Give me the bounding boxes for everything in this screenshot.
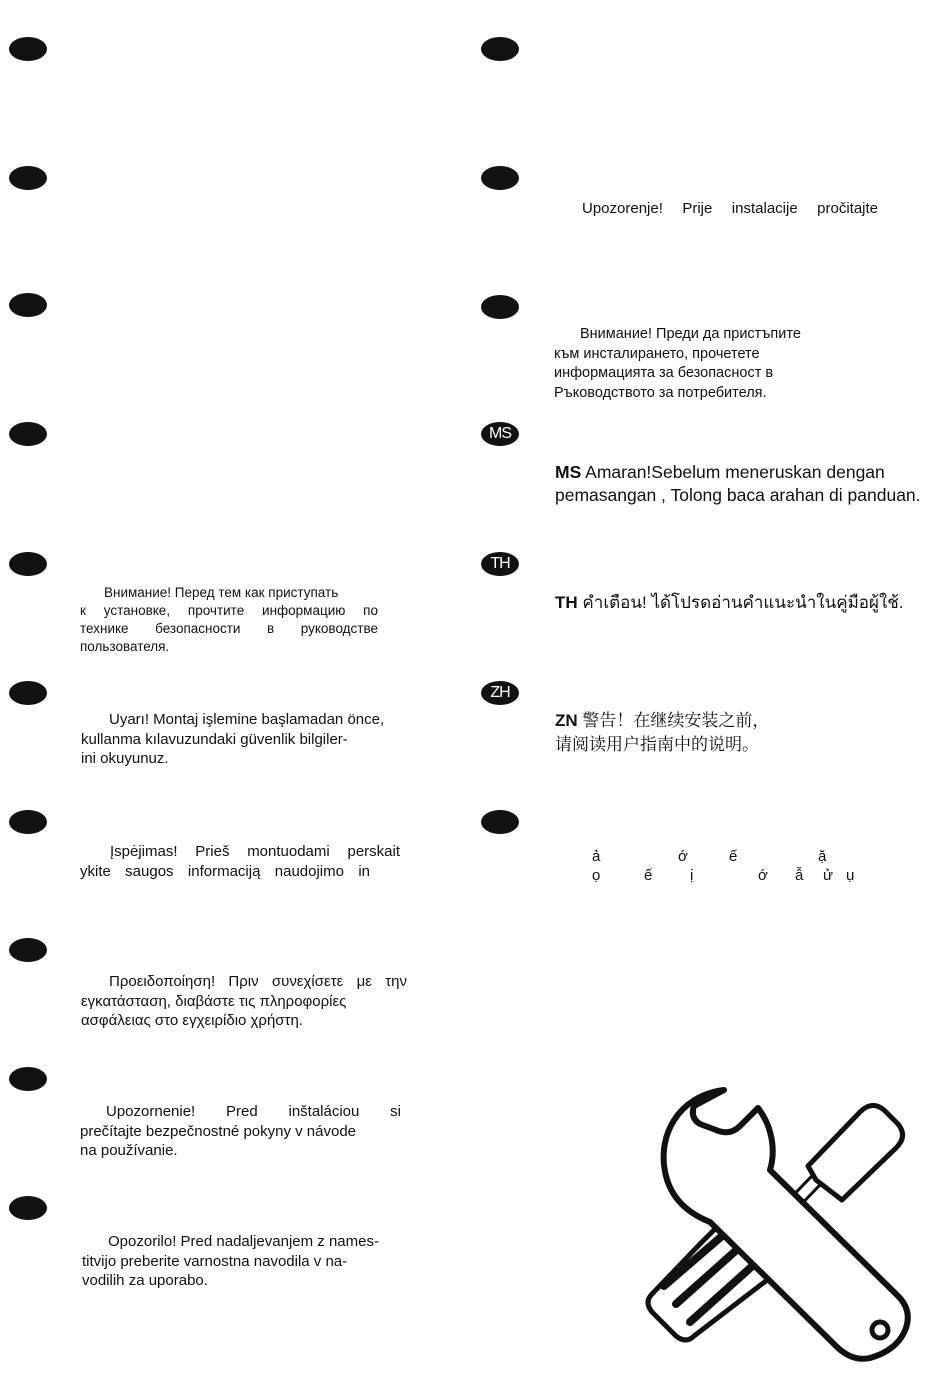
warning-line — [555, 591, 945, 614]
warning-line: Įspėjimas! Prieš montuodami perskait — [110, 843, 400, 860]
warning-line-text: Amaran!Sebelum meneruskan dengan — [581, 462, 885, 482]
warning-text-hr — [582, 199, 878, 219]
diacritic-glyph: ế — [729, 848, 738, 865]
diacritic-glyph: ụ — [846, 867, 855, 884]
language-badge-bg — [481, 295, 519, 319]
warning-line: titvijo preberite varnostna navodila v na- — [82, 1252, 348, 1270]
warning-line: ασφάλειας στο εγχειρίδιο χρήστη. — [81, 1012, 303, 1029]
language-badge-vi — [481, 810, 519, 834]
warning-line: εγκατάσταση, διαβάστε τις πληροφορίες — [81, 992, 347, 1010]
language-badge — [9, 293, 47, 317]
language-badge — [9, 166, 47, 190]
warning-line: Ръководството за потребителя. — [554, 384, 767, 401]
language-badge-th: TH — [481, 552, 519, 576]
warning-line: ykite saugos informaciją naudojimo in — [80, 862, 370, 880]
diacritic-glyph: ả — [592, 848, 601, 865]
diacritic-glyph: ớ — [758, 867, 768, 884]
wrench-and-screwdriver-icon — [628, 1078, 918, 1366]
warning-text-zh — [555, 709, 875, 757]
warning-text-bg — [554, 325, 864, 403]
warning-line: Внимание! Перед тем как приступать — [104, 585, 339, 600]
warning-text-el — [81, 972, 407, 1031]
warning-line: pemasangan , Tolong baca arahan di panduan. — [555, 485, 921, 505]
warning-line-text: 警告！在继续安装之前， — [577, 711, 770, 730]
warning-line: vodilih za uporabo. — [82, 1272, 208, 1289]
warning-line: Внимание! Преди да пристъпите — [580, 326, 801, 342]
diacritic-glyph: ử — [823, 867, 834, 884]
warning-line: к установке, прочтите информацию по — [80, 603, 378, 618]
language-badge-zh: ZH — [481, 681, 519, 705]
warning-line: 请阅读用户指南中的说明。 — [555, 735, 759, 754]
warning-line — [555, 461, 948, 484]
warning-line: информацията за безопасност в — [554, 365, 774, 381]
language-badge-hr — [481, 166, 519, 190]
warning-line: Upozornenie! Pred inštaláciou si — [106, 1103, 401, 1120]
warning-text-tr — [81, 710, 407, 769]
warning-text-lt — [80, 842, 400, 881]
warning-line-text: คำเตือน! ได้โปรดอ่านคำแนะนำในคู่มือผู้ใช้. — [577, 593, 904, 612]
language-code: TH — [555, 593, 578, 612]
language-badge — [9, 422, 47, 446]
diacritic-glyph: ớ — [678, 848, 688, 865]
language-badge-el — [9, 938, 47, 962]
warning-line: kullanma kılavuzundaki güvenlik bilgiler- — [81, 730, 348, 748]
language-badge-sl — [9, 1196, 47, 1220]
warning-line: пользователя. — [80, 639, 170, 654]
language-badge-ms: MS — [481, 422, 519, 446]
diacritic-glyph: ế — [644, 867, 653, 884]
warning-line: технике безопасности в руководстве — [80, 621, 378, 636]
language-code: ZN — [555, 711, 578, 730]
warning-line: ini okuyunuz. — [81, 750, 169, 767]
diacritic-glyph: ặ — [818, 848, 827, 865]
warning-line: към инсталирането, прочетете — [554, 345, 760, 362]
warning-line: na používanie. — [80, 1142, 178, 1159]
warning-text-sl — [82, 1232, 400, 1291]
language-badge-sk — [9, 1067, 47, 1091]
language-code: MS — [555, 462, 582, 482]
warning-text-ms — [555, 461, 948, 507]
warning-line — [555, 709, 875, 733]
warning-line: Upozorenje! Prije instalacije pročitajte — [582, 200, 878, 217]
diacritic-glyph: ọ — [592, 867, 601, 884]
language-badge-lt — [9, 810, 47, 834]
warning-line: Uyarı! Montaj işlemine başlamadan önce, — [109, 711, 385, 728]
language-badge — [481, 37, 519, 61]
warning-line: Opozorilo! Pred nadaljevanjem z names- — [108, 1233, 379, 1250]
warning-line: prečítajte bezpečnostné pokyny v návode — [80, 1122, 357, 1140]
warning-line: Προειδοποίηση! Πριν συνεχίσετε με την — [109, 973, 407, 990]
warning-text-th — [555, 591, 945, 614]
language-badge-ru — [9, 552, 47, 576]
diacritic-glyph: ẫ — [795, 867, 804, 884]
warning-text-sk — [80, 1102, 401, 1161]
language-badge-tr — [9, 681, 47, 705]
diacritic-glyph: ị — [690, 867, 694, 884]
warning-text-ru — [80, 584, 378, 656]
language-badge — [9, 37, 47, 61]
